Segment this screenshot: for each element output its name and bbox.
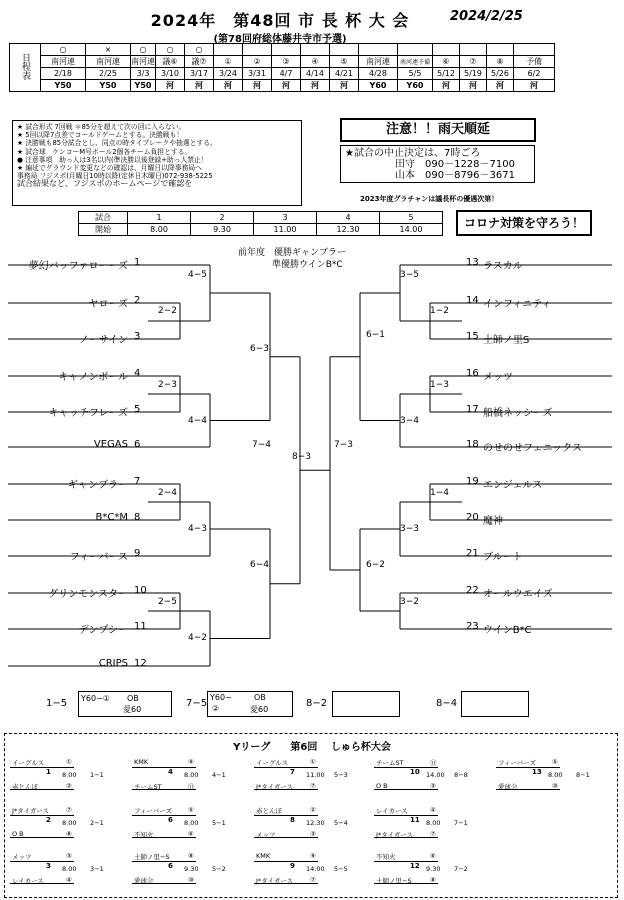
yleague-team-number: ⑤ — [552, 758, 558, 766]
rule-line: 試合結果など、フジスポのホームページで確認を — [17, 179, 193, 189]
yleague-team: 赤とんぼ — [12, 783, 38, 791]
publicity-note: 2023年度グラチャンは議長杯の優遇次第！ — [360, 195, 499, 203]
schedule-date: 2/25 — [86, 68, 131, 80]
yleague-score: 4−1 — [212, 771, 226, 779]
yleague-start-time: 9.30 — [184, 865, 199, 873]
game-num: 5 — [380, 212, 443, 224]
team-name: ヤローズ — [88, 299, 128, 310]
team-number: 9 — [134, 548, 141, 559]
team-number: 19 — [466, 476, 479, 487]
yleague-score: 8−8 — [454, 771, 468, 779]
schedule-court: 河 — [301, 80, 330, 92]
schedule-court: 河 — [214, 80, 243, 92]
match-label: 8−4 — [436, 698, 458, 709]
match-label: 3−2 — [400, 597, 419, 607]
yleague-line — [374, 883, 438, 884]
yleague-line — [254, 861, 318, 862]
yleague-start-time: 14.00 — [306, 865, 325, 873]
schedule-court: 河 — [185, 80, 214, 92]
schedule-court: 河 — [330, 80, 359, 92]
game-time: 8.00 — [128, 224, 191, 236]
yleague-score: 5−4 — [334, 819, 348, 827]
schedule-venue: 南河連 — [131, 57, 155, 66]
team-name: ノーサイン — [79, 335, 128, 346]
team-number: 10 — [134, 585, 147, 596]
team-name: 夢幻バッファローーズ — [28, 261, 128, 272]
yleague-team: メッツ — [256, 831, 276, 839]
schedule-venue: 南河連 — [41, 56, 86, 68]
schedule-court: Y50 — [131, 80, 156, 92]
semifinal-team: OB — [127, 694, 139, 703]
yleague-line — [132, 883, 196, 884]
schedule-court: Y50 — [86, 80, 131, 92]
match-label: 6−4 — [250, 560, 269, 570]
corona-notice: コロナ対策を守ろう！ — [456, 210, 592, 236]
schedule-court: 河 — [156, 80, 185, 92]
team-name: ウインB*C — [483, 625, 532, 636]
team-name: B*C*M — [95, 512, 128, 523]
contact-line: 山本 090－8796－3671 — [395, 170, 515, 181]
schedule-venue: ⑥ — [433, 56, 460, 68]
schedule-date: 3/17 — [185, 68, 214, 80]
yleague-team: O B — [12, 830, 24, 838]
yleague-game-number: 1 — [46, 768, 51, 776]
yleague-line — [254, 789, 318, 790]
team-number: 23 — [466, 621, 479, 632]
schedule-row-label-text: 日程表 — [20, 52, 30, 80]
team-name: ラスカル — [483, 261, 523, 272]
yleague-start-time: 8.00 — [548, 771, 563, 779]
schedule-date: 5/5 — [398, 68, 433, 80]
team-number: 5 — [134, 404, 141, 415]
yleague-score: 5−5 — [334, 865, 348, 873]
schedule-venue: ⑧ — [487, 56, 514, 68]
schedule-date: 3/3 — [131, 68, 156, 80]
schedule-date: 3/31 — [243, 68, 272, 80]
yleague-game — [10, 852, 122, 892]
contact-heading: ★試合の中止決定は、7時ごろ — [345, 148, 481, 159]
yleague-game-number: 3 — [46, 862, 51, 870]
team-number: 4 — [134, 368, 141, 379]
yleague-score: 2−1 — [90, 819, 104, 827]
match-label: 3−5 — [400, 270, 419, 280]
yleague-score: 1−1 — [90, 771, 104, 779]
yleague-line — [374, 837, 438, 838]
yleague-team: 愛球会 — [134, 877, 154, 885]
schedule-date: 4/21 — [330, 68, 359, 80]
yleague-game-number: 12 — [410, 862, 420, 870]
page-subtitle: (第78回府総体藤井寺市予選) — [213, 34, 347, 45]
yleague-title: Yリーグ 第6回 しゅら杯大会 — [233, 742, 391, 753]
schedule-date: 2/18 — [41, 68, 86, 80]
yleague-game — [374, 852, 486, 892]
yleague-game-number: 10 — [410, 768, 420, 776]
yleague-start-time: 8.00 — [426, 819, 441, 827]
team-number: 1 — [134, 257, 141, 268]
match-label: 1−4 — [430, 488, 449, 498]
yleague-start-time: 8.00 — [184, 819, 199, 827]
schedule-venue: ⑦ — [460, 56, 487, 68]
semifinal-team: 愛60 — [250, 705, 269, 714]
yleague-team: KMK — [256, 852, 271, 860]
yleague-team: 土師ノ里−S — [134, 853, 170, 861]
yleague-team: KMK — [134, 758, 149, 766]
schedule-venue: ② — [243, 56, 272, 68]
team-name: キャッチフレーズ — [48, 408, 128, 419]
yleague-team: イーグルス — [12, 759, 45, 767]
yleague-team: 不知火 — [134, 831, 154, 839]
yleague-team-number: ⑪ — [430, 759, 437, 767]
schedule-court: 河 — [433, 80, 460, 92]
schedule-court: 河 — [487, 80, 514, 92]
yleague-team-number: ⑦ — [310, 782, 316, 790]
yleague-start-time: 14.00 — [426, 771, 445, 779]
team-name: ギャンブラー — [68, 480, 128, 491]
rain-warning: 注意！！雨天順延 — [340, 118, 536, 142]
yleague-game — [10, 758, 122, 798]
schedule-date: 3/24 — [214, 68, 243, 80]
team-number: 6 — [134, 439, 141, 450]
schedule-date: 6/2 — [514, 68, 555, 80]
yleague-team: イーグルス — [256, 759, 289, 767]
match-label: 6−1 — [366, 330, 385, 340]
yleague-team: 赤とんぼ — [256, 807, 282, 815]
yleague-game — [254, 758, 366, 798]
yleague-team: O B — [376, 782, 388, 790]
match-label: 4−2 — [188, 633, 207, 643]
result-cell: × — [86, 44, 131, 56]
schedule-date: 3/10 — [156, 68, 185, 80]
schedule-date: 4/14 — [301, 68, 330, 80]
yleague-team-number: ⑧ — [188, 852, 194, 860]
match-label: 8−3 — [292, 452, 311, 462]
rule-line: ● 注意事項 助っ人は3名以内(準決勝以後登録+助っ人禁止！ — [17, 155, 208, 164]
semifinal-team: 愛60 — [123, 705, 142, 714]
team-name: インフィニティ — [483, 299, 552, 310]
team-name: オールウエイズ — [483, 589, 553, 600]
game-num: 2 — [191, 212, 254, 224]
yleague-line — [374, 789, 438, 790]
yleague-line — [496, 789, 560, 790]
team-number: 11 — [134, 621, 147, 632]
yleague-game-number: 6 — [168, 862, 173, 870]
schedule-venue: 南河連 — [359, 56, 398, 68]
rule-line: ★ 編延でグラウンド変更などの確認は、月曜日以降事務局へ — [17, 164, 202, 173]
prev-runner-up: 準優勝ウインB*C — [272, 260, 343, 270]
rule-line: ★ 試合形式 7回戦 ＊85分を超えて次の回に入らない。 — [17, 123, 186, 131]
schedule-court: 河 — [514, 80, 555, 92]
yleague-game-number: 2 — [46, 816, 51, 824]
team-number: 14 — [466, 295, 479, 306]
rule-line: ★ 決勝戦も85分試合とし、同点の時タイブレークや抽選とする。 — [17, 139, 217, 148]
schedule-court: Y60 — [359, 80, 398, 92]
yleague-team: レイカース — [12, 877, 44, 885]
match-label: 3−3 — [400, 524, 419, 534]
contact-line: 田守 090－1228－7100 — [395, 159, 515, 170]
team-number: 22 — [466, 585, 479, 596]
game-num: 1 — [128, 212, 191, 224]
yleague-game-number: 7 — [290, 768, 295, 776]
team-number: 18 — [466, 439, 479, 450]
schedule-court: Y60 — [398, 80, 433, 92]
yleague-game-number: 4 — [168, 768, 173, 776]
match-label: 2−2 — [158, 306, 177, 316]
team-name: メッツ — [483, 372, 513, 383]
yleague-start-time: 8.00 — [62, 865, 77, 873]
team-name: のせのせフェニックス — [483, 443, 582, 454]
yleague-score: 7−1 — [454, 819, 468, 827]
yleague-team: J*タイガース — [376, 831, 414, 839]
yleague-line — [10, 861, 74, 862]
yleague-team-number: ⑤ — [188, 806, 194, 814]
match-label: 1−5 — [46, 698, 68, 709]
schedule-venue: 議⑥ — [156, 56, 185, 68]
match-label: 4−4 — [188, 416, 207, 426]
yleague-line — [374, 767, 438, 768]
match-label: 6−2 — [366, 560, 385, 570]
game-num: 4 — [317, 212, 380, 224]
prev-winner: 前年度 優勝ギャンブラー — [238, 248, 347, 258]
yleague-start-time: 8.00 — [62, 771, 77, 779]
schedule-date: 4/7 — [272, 68, 301, 80]
game-time: 12.30 — [317, 224, 380, 236]
semifinal-box — [78, 691, 172, 717]
yleague-line — [254, 767, 318, 768]
yleague-team: フィーバーズ — [498, 759, 536, 767]
semifinal-box — [461, 691, 529, 717]
yleague-team-number: ⑧ — [66, 830, 72, 838]
semifinal-team: Y60−① — [81, 694, 110, 703]
yleague-team: J*タイガース — [12, 807, 50, 815]
match-label: 2−3 — [158, 380, 177, 390]
yleague-line — [132, 815, 196, 816]
game-num: 3 — [254, 212, 317, 224]
match-label: 2−5 — [158, 597, 177, 607]
team-number: 13 — [466, 257, 479, 268]
semifinal-team: OB — [254, 693, 266, 702]
match-label: 7−5 — [186, 698, 208, 709]
match-label: 1−3 — [430, 380, 449, 390]
yleague-team: レイカース — [376, 807, 408, 815]
schedule-court: 河 — [272, 80, 301, 92]
yleague-line — [132, 789, 196, 790]
schedule-date: 5/26 — [487, 68, 514, 80]
yleague-team-number: ⑥ — [430, 852, 436, 860]
yleague-line — [254, 837, 318, 838]
yleague-game-number: 9 — [290, 862, 295, 870]
yleague-line — [10, 767, 74, 768]
semifinal-box — [332, 691, 400, 717]
yleague-score: 5−2 — [212, 865, 226, 873]
team-name: キャノンボール — [58, 372, 128, 383]
schedule-date: 5/19 — [460, 68, 487, 80]
yleague-game — [132, 852, 244, 892]
yleague-team-number: ① — [66, 758, 72, 766]
yleague-line — [254, 815, 318, 816]
yleague-game — [132, 758, 244, 798]
yleague-team-number: ① — [310, 758, 316, 766]
match-label: 4−3 — [188, 524, 207, 534]
yleague-line — [10, 883, 74, 884]
result-cell: ○ — [185, 44, 214, 56]
yleague-game — [10, 806, 122, 846]
yleague-game-number: 11 — [410, 816, 420, 824]
yleague-team-number: ⑪ — [188, 783, 195, 791]
yleague-start-time: 11.00 — [306, 771, 325, 779]
team-number: 7 — [134, 476, 141, 487]
yleague-line — [10, 789, 74, 790]
match-label: 3−4 — [400, 416, 419, 426]
yleague-score: 5−1 — [212, 819, 226, 827]
schedule-court: Y50 — [41, 80, 86, 92]
match-label: 1−2 — [430, 306, 449, 316]
rule-line: 事務局 フジスポ(月曜日10時以降(定休日木曜日)072-938-5225 — [17, 172, 213, 181]
yleague-team: チームST — [134, 783, 162, 791]
yleague-team-number: ④ — [66, 876, 72, 884]
yleague-team-number: ⑥ — [188, 830, 194, 838]
yleague-line — [10, 815, 74, 816]
team-number: 8 — [134, 512, 141, 523]
yleague-game — [374, 758, 486, 798]
game-time: 9.30 — [191, 224, 254, 236]
yleague-line — [254, 883, 318, 884]
rule-line: ★ 5回以降7点差でコールドゲームとする。決勝戦も！ — [17, 131, 184, 140]
yleague-line — [132, 837, 196, 838]
yleague-team-number: ② — [66, 782, 72, 790]
schedule-venue: ① — [214, 56, 243, 68]
yleague-game — [496, 758, 608, 798]
team-number: 20 — [466, 512, 479, 523]
schedule-date: 5/12 — [433, 68, 460, 80]
team-number: 16 — [466, 368, 479, 379]
yleague-team-number: ⑨ — [188, 758, 194, 766]
yleague-line — [374, 815, 438, 816]
yleague-line — [132, 861, 196, 862]
yleague-score: 3−1 — [90, 865, 104, 873]
team-name: フィーバース — [69, 552, 128, 563]
yleague-team-number: ③ — [310, 830, 316, 838]
yleague-team: チームST — [376, 759, 404, 767]
team-number: 3 — [134, 331, 141, 342]
yleague-game — [374, 806, 486, 846]
yleague-score: 7−2 — [454, 865, 468, 873]
schedule-venue: 南河連 — [86, 56, 131, 68]
yleague-score: 8−1 — [576, 771, 590, 779]
page-title: 2024年 第48回 市 長 杯 大 会 — [150, 11, 410, 30]
schedule-venue: 予備 — [514, 56, 555, 68]
team-name: 土師ノ里S — [483, 335, 530, 346]
schedule-court: 河 — [460, 80, 487, 92]
team-name: デンプシー — [78, 625, 128, 636]
yleague-team-number: ⑦ — [430, 830, 436, 838]
team-name: 魔神 — [483, 516, 503, 527]
team-name: 船橋ネッシーズ — [483, 408, 553, 419]
yleague-start-time: 8.00 — [184, 771, 199, 779]
match-label: 7−3 — [334, 440, 353, 450]
match-label: 8−2 — [306, 698, 328, 709]
semifinal-team: ② — [212, 704, 220, 713]
team-number: 12 — [134, 658, 147, 669]
yleague-team-number: ⑨ — [310, 852, 316, 860]
game-time: 11.00 — [254, 224, 317, 236]
yleague-game-number: 13 — [532, 768, 542, 776]
result-cell: ○ — [156, 44, 185, 56]
semifinal-box — [207, 691, 293, 717]
yleague-start-time: 8.00 — [62, 819, 77, 827]
team-name: VEGAS — [93, 439, 128, 450]
yleague-team-number: ⑩ — [552, 782, 558, 790]
yleague-team-number: ⑦ — [310, 876, 316, 884]
yleague-score: 5−3 — [334, 771, 348, 779]
timetable-head: 試合 — [79, 212, 128, 224]
semifinal-team: Y60− — [210, 693, 232, 702]
yleague-team: J*タイガース — [256, 783, 294, 791]
yleague-team-number: ③ — [430, 782, 436, 790]
yleague-team-number: ③ — [66, 852, 72, 860]
schedule-court: 河 — [243, 80, 272, 92]
schedule-venue: 議⑦ — [185, 56, 214, 68]
yleague-team: 土師ノ里−S — [376, 877, 412, 885]
yleague-line — [132, 767, 196, 768]
yleague-team-number: ⑩ — [188, 876, 194, 884]
team-name: CRIPS — [98, 658, 128, 669]
yleague-line — [10, 837, 74, 838]
match-label: 7−4 — [252, 440, 271, 450]
match-label: 4−5 — [188, 270, 207, 280]
game-time: 14.00 — [380, 224, 443, 236]
team-number: 2 — [134, 295, 141, 306]
yleague-game-number: 6 — [168, 816, 173, 824]
team-name: エンジェルス — [483, 480, 543, 491]
yleague-line — [374, 861, 438, 862]
yleague-team: メッツ — [12, 853, 32, 861]
yleague-start-time: 9.30 — [426, 865, 441, 873]
match-label: 2−4 — [158, 488, 177, 498]
yleague-game-number: 8 — [290, 816, 295, 824]
yleague-game — [132, 806, 244, 846]
schedule-venue: ④ — [301, 56, 330, 68]
team-number: 21 — [466, 548, 479, 559]
issue-date: 2024/2/25 — [450, 9, 523, 24]
team-number: 17 — [466, 404, 479, 415]
yleague-team-number: ⑦ — [66, 806, 72, 814]
result-cell: ○ — [41, 44, 86, 56]
yleague-line — [496, 767, 560, 768]
yleague-team: フィーバーズ — [134, 807, 172, 815]
yleague-team-number: ④ — [430, 806, 436, 814]
yleague-team-number: ② — [310, 806, 316, 814]
timetable-head: 開始 — [79, 224, 128, 236]
rule-line: ★ 試合球 ケンコーM号ボール2個各チーム負担とする。 — [17, 147, 192, 156]
result-cell: ○ — [131, 44, 156, 56]
yleague-team: J*タイガース — [256, 877, 294, 885]
match-label: 6−3 — [250, 344, 269, 354]
yleague-team: 愛球会 — [498, 783, 518, 791]
team-name: ブルート — [483, 552, 523, 563]
team-number: 15 — [466, 331, 479, 342]
yleague-team-number: ⑧ — [430, 876, 436, 884]
schedule-date: 4/28 — [359, 68, 398, 80]
team-name: グリンモンスター — [48, 589, 128, 600]
schedule-venue: 南河連予備 — [398, 56, 433, 68]
schedule-venue: ⑤ — [330, 56, 359, 68]
yleague-game — [254, 806, 366, 846]
yleague-start-time: 12.30 — [306, 819, 325, 827]
schedule-venue: ③ — [272, 56, 301, 68]
yleague-team: 不知火 — [376, 853, 396, 861]
yleague-game — [254, 852, 366, 892]
